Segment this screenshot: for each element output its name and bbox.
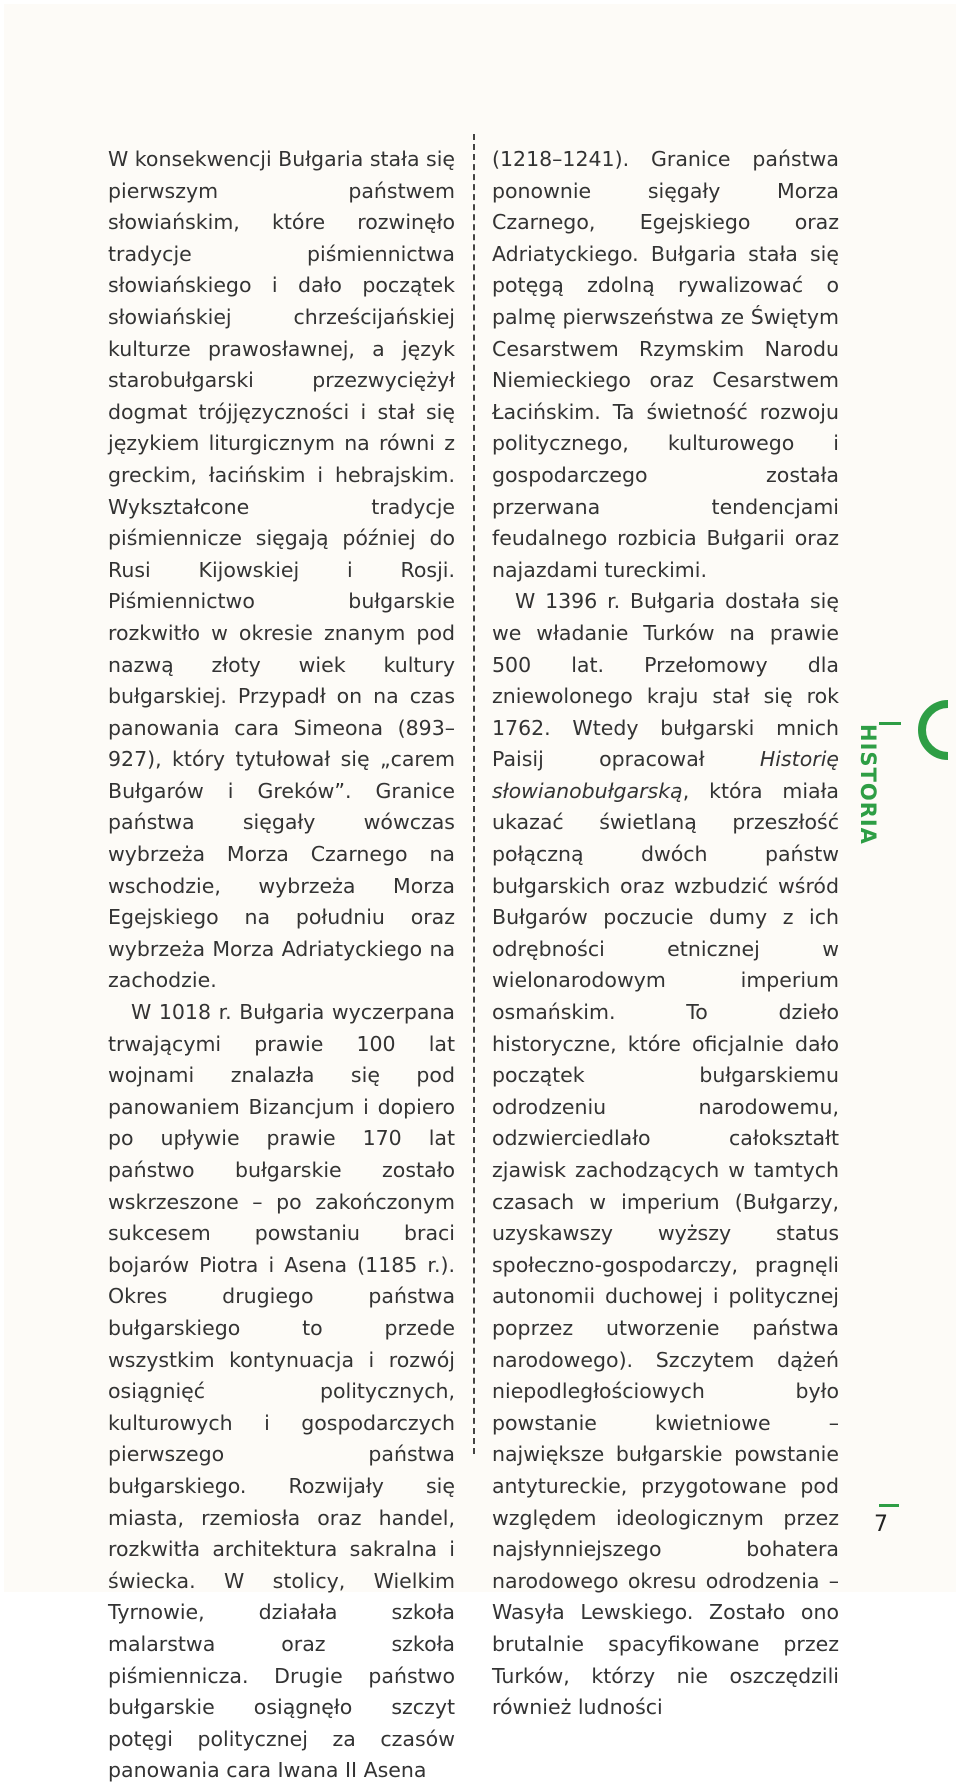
left-text-column <box>108 144 455 1787</box>
paragraph: W 1018 r. Bułgaria wyczerpana trwającymi prawie 100 lat wojnami znalazła się pod panowaniem Bizancjum i dopiero po upływie prawie 170 lat państwo bułgarskie zostało wskrzeszone – po zakończonym sukcesem powstaniu braci bojarów Piotra i Asena (1185 r.). Okres drugiego państwa bułgarskiego to przede wszystkim kontynuacja i rozwój osiągnięć politycznych, kulturowych i gospodarczych pierwszego państwa bułgarskiego. Rozwijały się miasta, rzemiosła oraz handel, rozkwitła architektura sakralna i świecka. W stolicy, Wielkim Tyrnowie, działała szkoła malarstwa oraz szkoła piśmiennicza. Drugie państwo bułgarskie osiągnęło szczyt potęgi politycznej za czasów panowania cara Iwana II Asena <box>108 1000 455 1783</box>
paragraph: (1218–1241). Granice państwa ponownie sięgały Morza Czarnego, Egejskiego oraz Adriatyckiego. Bułgaria stała się potęgą zdolną rywalizować o palmę pierwszeństwa ze Świętym Cesarstwem Rzymskim Narodu Niemieckiego oraz Cesarstwem Łacińskim. Ta świetność rozwoju politycznego, kulturowego i gospodarczego została przerwana tendencjami feudalnego rozbicia Bułgarii oraz najazdami tureckimi. <box>492 147 839 582</box>
section-arc-icon <box>912 700 952 760</box>
column-divider <box>473 134 475 1454</box>
section-label <box>856 724 910 854</box>
paragraph <box>492 586 839 1723</box>
paragraph-text: W 1396 r. Bułgaria dostała się we władanie Turków na prawie 500 lat. Przełomowy dla zniewolonego kraju stał się rok 1762. Wtedy bułgarski mnich Paisij opracował <box>492 589 839 772</box>
book-title: Historię słowianobułgarską <box>492 747 839 803</box>
book-page <box>4 4 956 1783</box>
paragraph: W konsekwencji Bułgaria stała się pierwszym państwem słowiańskim, które rozwinęło tradycje piśmiennictwa słowiańskiego i dało początek słowiańskiej chrześcijańskiej kulturze prawosławnej, a język starobułgarski przezwyciężył dogmat trójjęzyczności i stał się językiem liturgicznym na równi z greckim, łacińskim i hebrajskim. Wykształcone tradycje piśmiennicze sięgają później do Rusi Kijowskiej i Rosji. Piśmiennictwo bułgarskie rozkwitło w okresie znanym pod nazwą złoty wiek kultury bułgarskiej. Przypadł on na czas panowania cara Simeona (893–927), który tytułował się „carem Bułgarów i Greków”. Granice państwa sięgały wówczas wybrzeża Morza Czarnego na wschodzie, wybrzeża Morza Egejskiego na południu oraz wybrzeża Morza Adriatyckiego na zachodzie. <box>108 147 456 993</box>
section-label-text: HISTORIA <box>856 724 880 845</box>
page-number: 7 <box>874 1512 888 1537</box>
paragraph-text: , która miała ukazać świetlaną przeszłość połączną dwóch państw bułgarskich oraz wzbudzić wśród Bułgarów poczucie dumy z ich odrębności etnicznej w wielonarodowym imperium osmańskim. To dzieło historyczne, które oficjalnie dało początek bułgarskiemu odrodzeniu narodowemu, odzwierciedlało całokształt zjawisk zachodzących w tamtych czasach w imperium (Bułgarzy, uzyskawszy wyższy status społeczno-gospodarczy, pragnęli autonomii duchowej i politycznej poprzez utworzenie państwa narodowego). Szczytem dążeń niepodległościowych było powstanie kwietniowe – największe bułgarskie powstanie antytureckie, przygotowane pod względem ideologicznym przez najsłynniejszego bohatera narodowego okresu odrodzenia – Wasyła Lewskiego. Zostało ono brutalnie spacyfikowane przez Turków, którzy nie oszczędzili również ludności <box>492 778 839 1720</box>
right-text-column <box>492 144 839 1724</box>
page-number-bar <box>879 1504 899 1507</box>
